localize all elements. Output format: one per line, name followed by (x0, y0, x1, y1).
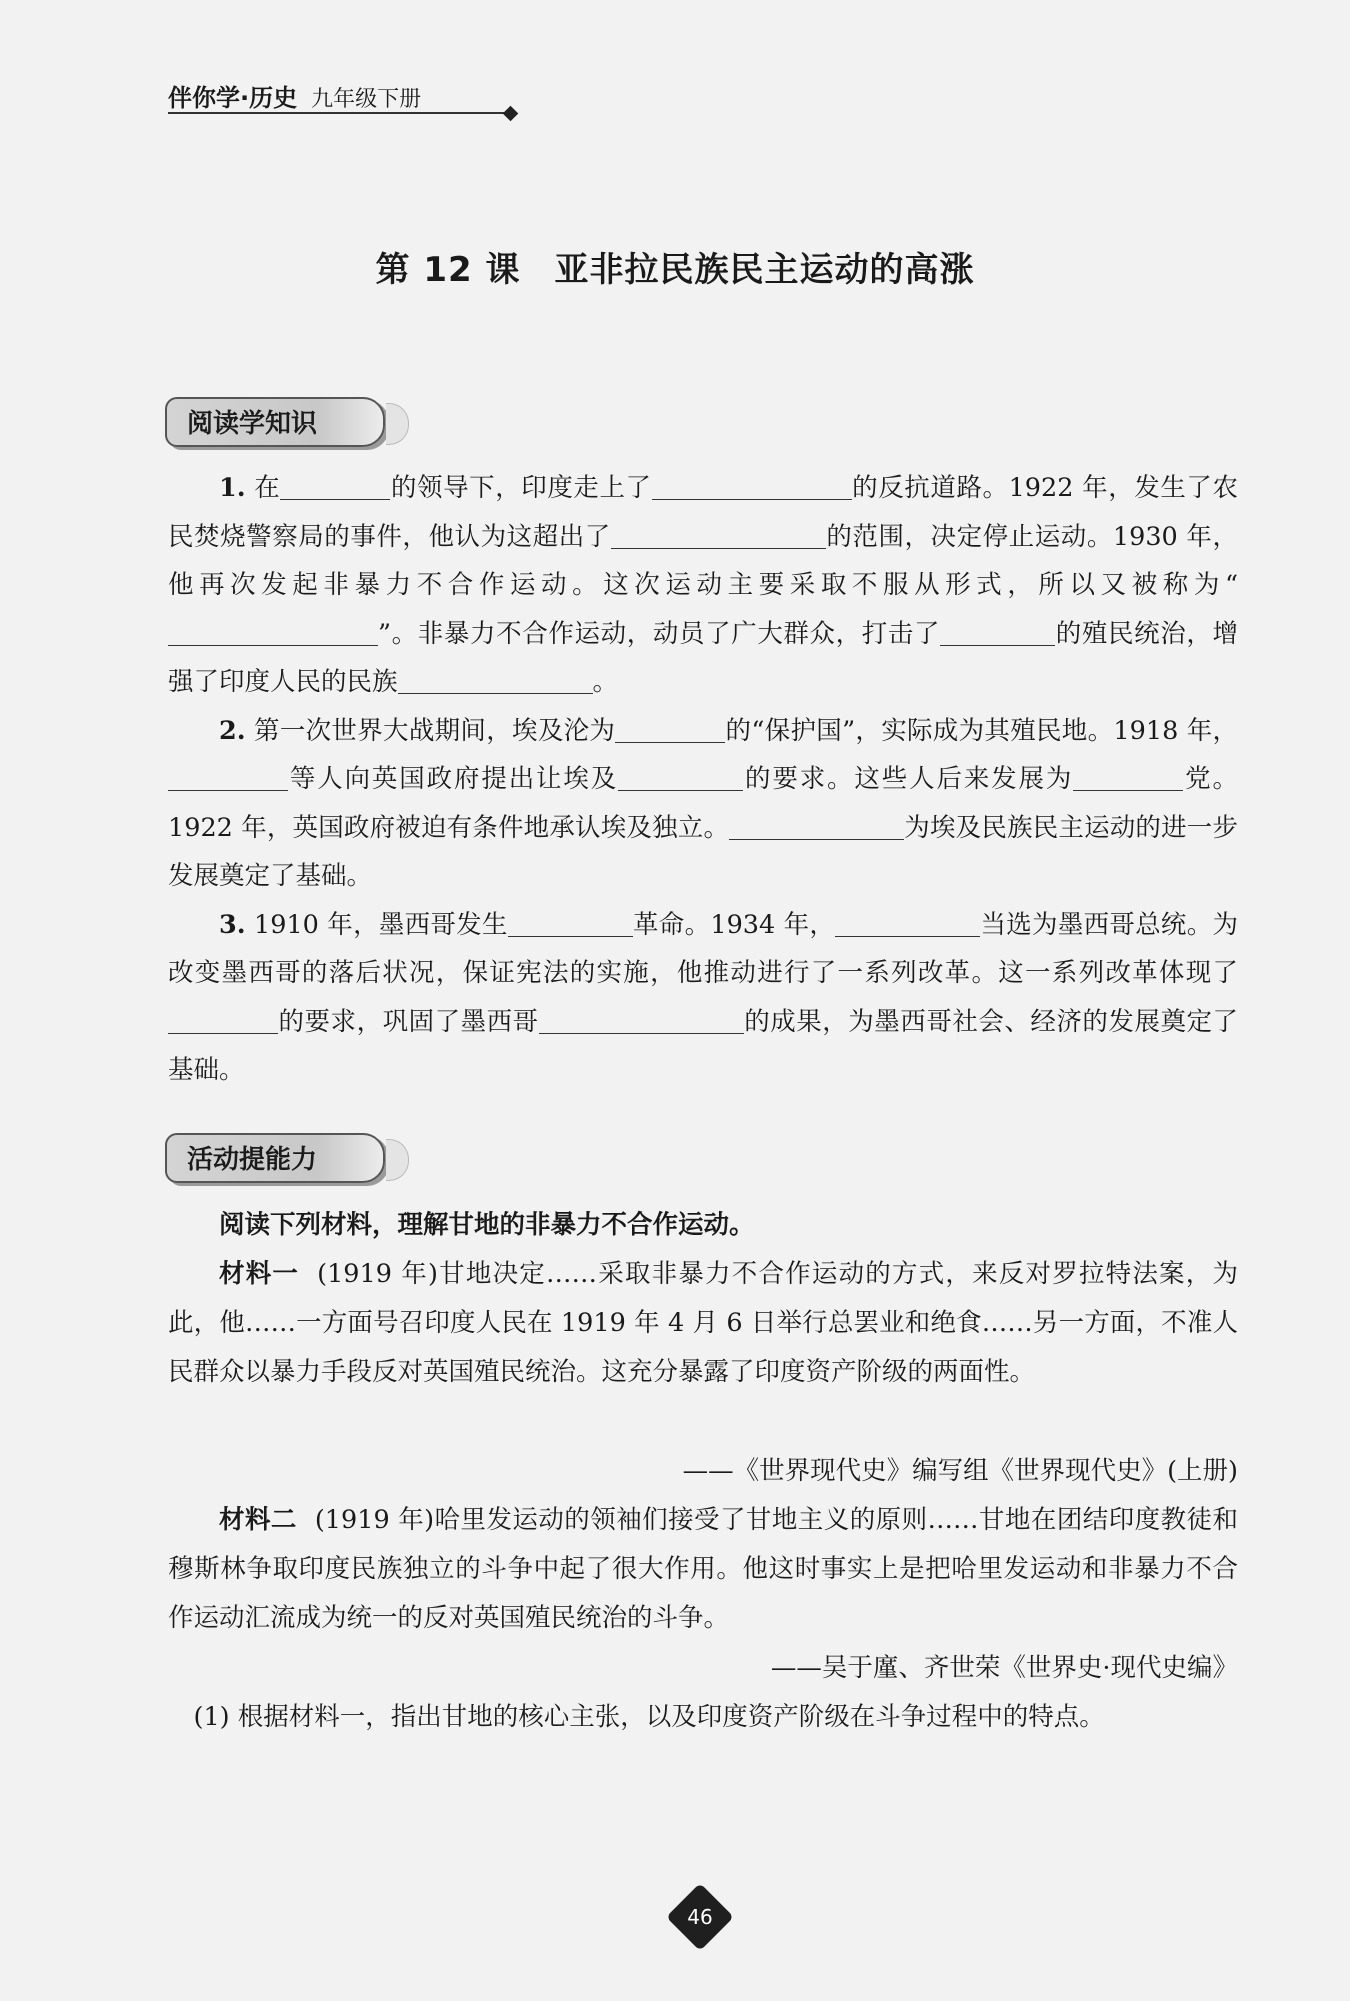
running-header (168, 78, 508, 114)
material-1-source: ——《世界现代史》编写组《世界现代史》(上册) (682, 1456, 1238, 1486)
answer-blank[interactable] (618, 764, 743, 791)
grade-label: 九年级下册 (311, 87, 422, 112)
answer-blank[interactable] (940, 619, 1055, 646)
answer-blank[interactable] (835, 910, 980, 937)
material-1-label: 材料一 (219, 1259, 300, 1289)
answer-blank[interactable] (652, 473, 852, 500)
question-1-prompt: (1) 根据材料一，指出甘地的核心主张，以及印度资产阶级在斗争过程中的特点。 (193, 1702, 1105, 1732)
activity-intro: 阅读下列材料，理解甘地的非暴力不合作运动。 (219, 1210, 755, 1240)
question-1: 1. 在 的领导下，印度走上了 的反抗道路。1922 年，发生了农民焚烧警察局的事件，他认为这超出了 的范围，决定停止运动。1930 年，他再次发起非暴力不合作运动。这次运动主要采取不服从形式，所以又被称为“”。非暴力不合作运动，动员了广大群众，打击了 的殖民统治，增强了印度人民的民族 。 (168, 473, 1238, 697)
diamond-ornament-icon (503, 106, 519, 122)
section-tag-reading: 阅读学知识 (165, 397, 385, 447)
answer-blank[interactable] (168, 764, 288, 791)
answer-blank[interactable] (280, 473, 390, 500)
material-2-source: ——吴于廑、齐世荣《世界史·现代史编》 (770, 1653, 1238, 1683)
answer-blank[interactable] (729, 813, 904, 840)
fill-in-section (168, 464, 1238, 1095)
answer-blank[interactable] (1073, 764, 1183, 791)
series-title: 伴你学·历史 (168, 84, 298, 112)
page-number: 46 (687, 1905, 713, 1929)
answer-blank[interactable] (539, 1007, 744, 1034)
answer-blank[interactable] (168, 1007, 278, 1034)
material-1 (168, 1250, 1238, 1397)
lesson-title (0, 242, 1350, 291)
material-2-text: (1919 年)哈里发运动的领袖们接受了甘地主义的原则……甘地在团结印度教徒和穆斯林争取印度民族独立的斗争中起了很大作用。他这时事实上是把哈里发运动和非暴力不合作运动汇流成为统一的反对英国殖民统治的斗争。 (168, 1505, 1238, 1633)
material-2-label: 材料二 (219, 1505, 297, 1535)
answer-blank[interactable] (615, 716, 725, 743)
material-2 (168, 1496, 1238, 1643)
page-number-badge (666, 1883, 734, 1951)
lesson-name: 亚非拉民族民主运动的高涨 (554, 250, 975, 290)
lesson-number: 第 12 课 (375, 250, 521, 290)
section-tag-activity: 活动提能力 (165, 1133, 385, 1183)
answer-blank[interactable] (508, 910, 633, 937)
answer-blank[interactable] (398, 667, 593, 694)
question-3: 3. 1910 年，墨西哥发生 革命。1934 年， 当选为墨西哥总统。为改变墨西哥的落后状况，保证宪法的实施，他推动进行了一系列改革。这一系列改革体现了的要求，巩固了墨西哥 的成果，为墨西哥社会、经济的发展奠定了基础。 (168, 909, 1238, 1085)
question-2: 2. 第一次世界大战期间，埃及沦为 的“保护国”，实际成为其殖民地。1918 年，等人向英国政府提出让埃及 的要求。这些人后来发展为 党。1922 年，英国政府被迫有条件地承认埃及独立。 为埃及民族民主运动的进一步发展奠定了基础。 (168, 715, 1238, 891)
answer-blank[interactable] (611, 522, 826, 549)
material-1-text: (1919 年)甘地决定……采取非暴力不合作运动的方式，来反对罗拉特法案，为此，他……一方面号召印度人民在 1919 年 4 月 6 日举行总罢业和绝食……另一方面，不准人民群众以暴力手段反对英国殖民统治。这充分暴露了印度资产阶级的两面性。 (168, 1259, 1238, 1387)
answer-blank[interactable] (168, 619, 378, 646)
